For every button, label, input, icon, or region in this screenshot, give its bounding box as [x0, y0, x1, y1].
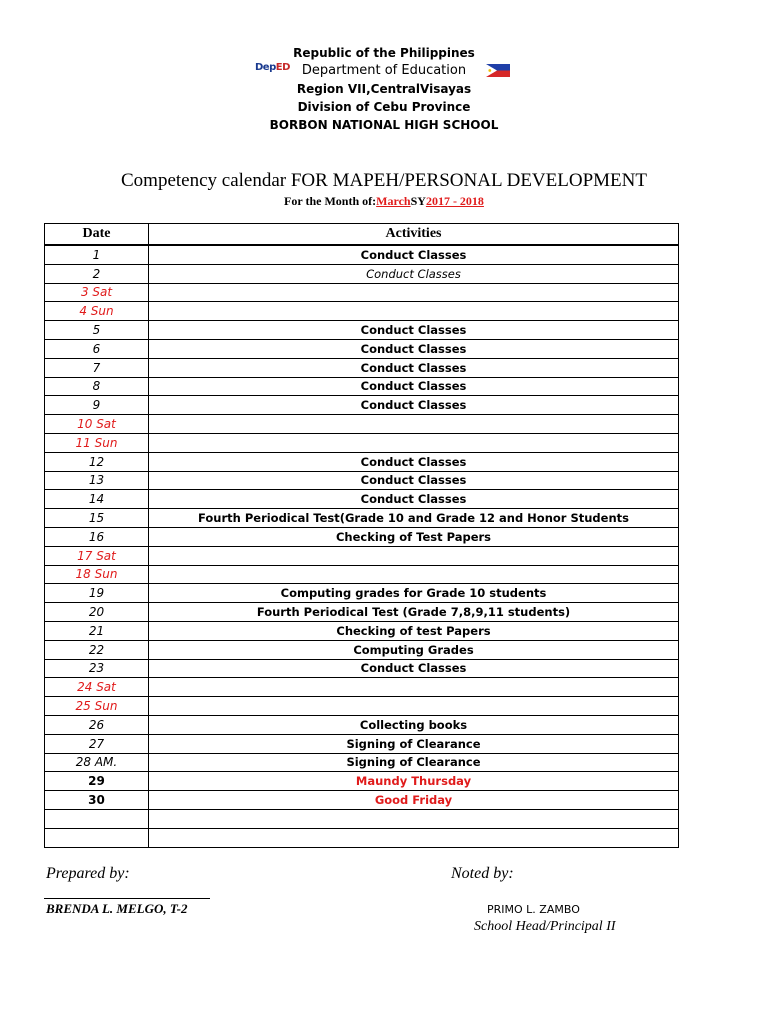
deped-logo-ed: ED	[275, 62, 290, 73]
date-cell: 10 Sat	[45, 415, 149, 434]
table-row	[45, 546, 679, 565]
table-row	[45, 697, 679, 716]
activity-cell	[149, 546, 679, 565]
date-cell: 14	[45, 490, 149, 509]
table-row	[45, 509, 679, 528]
date-cell: 28 AM.	[45, 753, 149, 772]
philippine-flag-icon	[486, 64, 510, 77]
activity-cell	[149, 283, 679, 302]
republic-line: Republic of the Philippines	[293, 46, 475, 60]
table-row	[45, 809, 679, 828]
activity-cell: Conduct Classes	[149, 659, 679, 678]
date-cell: 29	[45, 772, 149, 791]
date-column-header: Date	[45, 224, 149, 246]
date-cell: 19	[45, 584, 149, 603]
page-subtitle	[0, 194, 768, 209]
date-cell: 5	[45, 321, 149, 340]
date-cell: 27	[45, 734, 149, 753]
activities-column-header: Activities	[149, 224, 679, 246]
activity-cell	[149, 678, 679, 697]
table-row	[45, 753, 679, 772]
prepared-by-name: BRENDA L. MELGO, T-2	[46, 901, 188, 916]
table-row	[45, 490, 679, 509]
signature-line	[44, 898, 210, 899]
date-cell: 25 Sun	[45, 697, 149, 716]
date-cell: 4 Sun	[45, 302, 149, 321]
date-cell: 24 Sat	[45, 678, 149, 697]
table-row	[45, 678, 679, 697]
noted-by-role: School Head/Principal II	[474, 919, 616, 934]
table-row	[45, 584, 679, 603]
date-cell: 30	[45, 791, 149, 810]
activity-cell: Signing of Clearance	[149, 734, 679, 753]
table-row	[45, 452, 679, 471]
page-title: Competency calendar FOR MAPEH/PERSONAL DEVELOPMENT	[121, 170, 647, 191]
table-row	[45, 358, 679, 377]
table-row	[45, 715, 679, 734]
activity-cell	[149, 809, 679, 828]
date-cell: 8	[45, 377, 149, 396]
date-cell: 21	[45, 621, 149, 640]
activity-cell	[149, 415, 679, 434]
activity-cell: Fourth Periodical Test(Grade 10 and Grade 12 and Honor Students	[149, 509, 679, 528]
table-row	[45, 302, 679, 321]
activity-cell: Computing grades for Grade 10 students	[149, 584, 679, 603]
table-row	[45, 415, 679, 434]
table-row	[45, 828, 679, 847]
activity-cell: Checking of Test Papers	[149, 527, 679, 546]
activity-cell: Conduct Classes	[149, 396, 679, 415]
table-row	[45, 396, 679, 415]
table-row	[45, 339, 679, 358]
table-row	[45, 772, 679, 791]
noted-by-label: Noted by:	[451, 865, 514, 882]
date-cell: 3 Sat	[45, 283, 149, 302]
competency-calendar-table	[44, 223, 679, 848]
date-cell: 20	[45, 603, 149, 622]
table-row	[45, 734, 679, 753]
activity-cell: Conduct Classes	[149, 358, 679, 377]
table-row	[45, 321, 679, 340]
table-row	[45, 659, 679, 678]
activity-cell: Conduct Classes	[149, 264, 679, 283]
date-cell: 7	[45, 358, 149, 377]
region-line: Region VII,CentralVisayas	[296, 82, 472, 96]
activity-cell: Conduct Classes	[149, 339, 679, 358]
activity-cell: Computing Grades	[149, 640, 679, 659]
table-row	[45, 377, 679, 396]
subtitle-school-year: 2017 - 2018	[425, 194, 484, 208]
date-cell: 22	[45, 640, 149, 659]
date-cell: 17 Sat	[45, 546, 149, 565]
activity-cell	[149, 565, 679, 584]
school-line: BORBON NATIONAL HIGH SCHOOL	[269, 118, 499, 132]
activity-cell	[149, 828, 679, 847]
table-header-row	[45, 224, 679, 246]
table-row	[45, 283, 679, 302]
table-row	[45, 264, 679, 283]
date-cell: 26	[45, 715, 149, 734]
activity-cell: Conduct Classes	[149, 471, 679, 490]
activity-cell	[149, 433, 679, 452]
subtitle-month: March	[376, 194, 411, 208]
activity-cell: Conduct Classes	[149, 245, 679, 264]
noted-by-name: PRIMO L. ZAMBO	[487, 903, 580, 916]
activity-cell: Collecting books	[149, 715, 679, 734]
date-cell: 18 Sun	[45, 565, 149, 584]
department-line: Department of Education	[301, 63, 467, 78]
letterhead	[0, 44, 768, 134]
activity-cell: Signing of Clearance	[149, 753, 679, 772]
activity-cell: Maundy Thursday	[149, 772, 679, 791]
table-body	[45, 245, 679, 847]
date-cell: 13	[45, 471, 149, 490]
activity-cell: Conduct Classes	[149, 377, 679, 396]
date-cell	[45, 809, 149, 828]
activity-cell: Good Friday	[149, 791, 679, 810]
activity-cell	[149, 302, 679, 321]
date-cell: 16	[45, 527, 149, 546]
subtitle-sy-label: SY	[410, 194, 426, 208]
activity-cell: Conduct Classes	[149, 452, 679, 471]
activity-cell: Fourth Periodical Test (Grade 7,8,9,11 students)	[149, 603, 679, 622]
table-row	[45, 621, 679, 640]
prepared-by-label: Prepared by:	[46, 865, 130, 882]
activity-cell	[149, 697, 679, 716]
activity-cell: Checking of test Papers	[149, 621, 679, 640]
table-row	[45, 433, 679, 452]
date-cell: 9	[45, 396, 149, 415]
date-cell	[45, 828, 149, 847]
table-row	[45, 791, 679, 810]
date-cell: 2	[45, 264, 149, 283]
date-cell: 1	[45, 245, 149, 264]
table-row	[45, 603, 679, 622]
division-line: Division of Cebu Province	[297, 100, 471, 114]
date-cell: 12	[45, 452, 149, 471]
date-cell: 15	[45, 509, 149, 528]
activity-cell: Conduct Classes	[149, 321, 679, 340]
table-row	[45, 527, 679, 546]
activity-cell: Conduct Classes	[149, 490, 679, 509]
table-row	[45, 640, 679, 659]
subtitle-prefix: For the Month of:	[284, 194, 377, 208]
table-row	[45, 245, 679, 264]
date-cell: 11 Sun	[45, 433, 149, 452]
date-cell: 6	[45, 339, 149, 358]
table-row	[45, 565, 679, 584]
deped-logo: DepED	[255, 62, 290, 73]
date-cell: 23	[45, 659, 149, 678]
table-row	[45, 471, 679, 490]
